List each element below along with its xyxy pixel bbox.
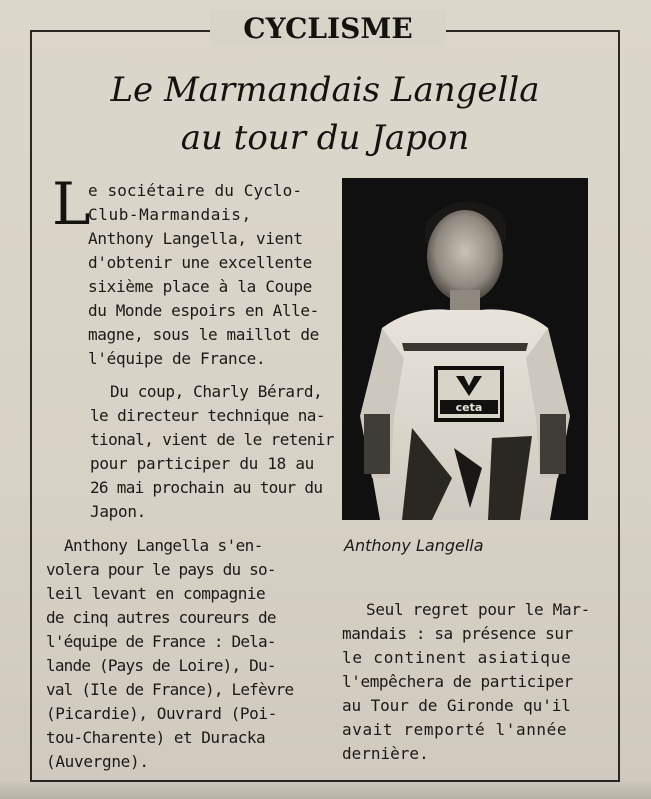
body-line: (Picardie), Ouvrard (Poi- xyxy=(46,704,277,723)
body-line: d'obtenir une excellente xyxy=(88,253,312,272)
body-line: volera pour le pays du so- xyxy=(46,560,276,579)
body-line: avait remporté l'année xyxy=(342,720,568,739)
body-line: lande (Pays de Loire), Du- xyxy=(46,656,276,675)
body-line: dernière. xyxy=(342,744,429,763)
body-line: le continent asiatique xyxy=(342,648,572,667)
rubric-label: CYCLISME xyxy=(243,11,413,45)
body-line: e sociétaire du Cyclo- xyxy=(88,181,303,200)
body-line: Club-Marmandais, xyxy=(88,205,252,224)
body-line: de cinq autres coureurs de xyxy=(46,608,276,627)
body-line: Anthony Langella, vient xyxy=(88,229,303,248)
section-rubric xyxy=(210,10,446,46)
body-line: 26 mai prochain au tour du xyxy=(90,478,323,497)
jersey-logo-text: ceta xyxy=(455,401,483,414)
body-line: Japon. xyxy=(90,502,146,521)
body-line: l'équipe de France : Dela- xyxy=(46,632,276,651)
headline-line-1: Le Marmandais Langella xyxy=(110,70,540,110)
drop-cap: L xyxy=(52,170,91,238)
body-line: le directeur technique na- xyxy=(90,406,325,425)
body-line: magne, sous le maillot de xyxy=(88,325,319,344)
body-line: leil levant en compagnie xyxy=(46,584,266,603)
headline-line-2: au tour du Japon xyxy=(180,118,470,158)
rider-photo xyxy=(342,178,588,520)
body-line: l'empêchera de participer xyxy=(342,672,573,691)
body-line: pour participer du 18 au xyxy=(90,454,314,473)
body-line: au Tour de Gironde qu'il xyxy=(342,696,571,715)
body-line: Anthony Langella s'en- xyxy=(64,536,263,555)
article-headline xyxy=(40,66,610,162)
body-line: l'équipe de France. xyxy=(88,349,266,368)
photo-caption: Anthony Langella xyxy=(344,536,484,555)
body-line: Du coup, Charly Bérard, xyxy=(110,382,323,401)
body-line: sixième place à la Coupe xyxy=(88,277,312,296)
body-line: val (Ile de France), Lefèvre xyxy=(46,680,294,699)
body-line: mandais : sa présence sur xyxy=(342,624,573,643)
page-shadow xyxy=(0,779,651,799)
body-line: (Auvergne). xyxy=(46,752,149,771)
rider-portrait-image xyxy=(342,178,588,520)
body-line: Seul regret pour le Mar- xyxy=(366,600,590,619)
body-line: tou-Charente) et Duracka xyxy=(46,728,266,747)
body-line: tional, vient de le retenir xyxy=(90,430,334,449)
body-line: du Monde espoirs en Alle- xyxy=(88,301,319,320)
